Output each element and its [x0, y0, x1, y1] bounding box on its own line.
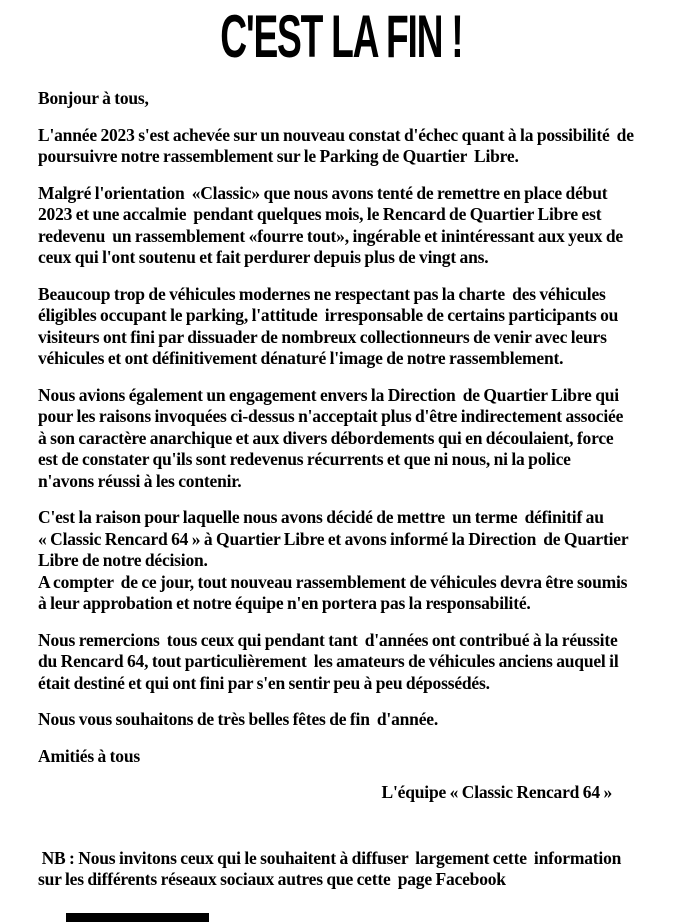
paragraph-7	[38, 709, 645, 731]
greeting	[38, 88, 645, 110]
text-line: C'est la raison pour laquelle nous avons décidé de mettre un terme définitif au	[38, 507, 604, 527]
text-line: Malgré l'orientation «Classic» que nous avons tenté de remettre en place début	[38, 182, 608, 203]
text-line: 2023 et une accalmie pendant quelques mois, le Rencard de Quartier Libre est	[38, 204, 602, 224]
greeting-line: Bonjour à tous,	[38, 88, 149, 108]
text-line: « Classic Rencard 64 » à Quartier Libre et avons informé la Direction de Quartier	[38, 528, 629, 549]
page-title-text: C'EST LA FIN !	[220, 3, 463, 70]
text-line: Nous remercions tous ceux qui pendant tant d'années ont contribué à la réussite	[38, 629, 618, 650]
text-line: redevenu un rassemblement «fourre tout», ingérable et inintéressant aux yeux de	[38, 225, 624, 246]
text-line: éligibles occupant le parking, l'attitude irresponsable de certains participants ou	[38, 305, 619, 325]
text-line: L'année 2023 s'est achevée sur un nouveau constat d'échec quant à la possibilité de	[38, 124, 634, 145]
text-line: est de constater qu'ils sont redevenus récurrents et que ni nous, ni la police	[38, 449, 571, 469]
paragraph-6	[38, 630, 645, 695]
letter-body	[38, 88, 645, 891]
paragraph-5	[38, 507, 645, 615]
text-line: ceux qui l'ont soutenu et fait perdurer depuis plus de vingt ans.	[38, 247, 489, 267]
text-line: Nous avions également un engagement envers la Direction de Quartier Libre qui	[38, 384, 619, 405]
text-line: sur les différents réseaux sociaux autres que cette page Facebook	[38, 869, 506, 889]
text-line: poursuivre notre rassemblement sur le Parking de Quartier Libre.	[38, 146, 519, 166]
text-line: Nous vous souhaitons de très belles fêtes de fin d'année.	[38, 709, 438, 729]
closing	[38, 746, 645, 768]
paragraph-2	[38, 183, 645, 269]
text-line: NB : Nous invitons ceux qui le souhaitent à diffuser largement cette information	[38, 847, 622, 868]
text-line: à leur approbation et notre équipe n'en portera pas la responsabilité.	[38, 593, 531, 613]
text-line: véhicules et ont définitivement dénaturé l'image de notre rassemblement.	[38, 348, 564, 368]
text-line: A compter de ce jour, tout nouveau rassemblement de véhicules devra être soumis	[38, 571, 628, 592]
signature-line: L'équipe « Classic Rencard 64 »	[381, 782, 612, 802]
text-line: pour les raisons invoquées ci-dessus n'acceptait plus d'être indirectement associée	[38, 406, 624, 426]
paragraph-4	[38, 385, 645, 493]
text-line: Beaucoup trop de véhicules modernes ne respectant pas la charte des véhicules	[38, 283, 606, 304]
page-title	[38, 3, 645, 70]
text-line: était destiné et qui ont fini par s'en sentir peu à peu dépossédés.	[38, 672, 490, 693]
text-line: du Rencard 64, tout particulièrement les amateurs de véhicules anciens auquel il	[38, 651, 619, 671]
text-line: à son caractère anarchique et aux divers débordements qui en découlaient, force	[38, 427, 614, 448]
paragraph-1	[38, 125, 645, 168]
signature	[38, 782, 645, 804]
text-line: Libre de notre décision.	[38, 550, 208, 570]
nb-note	[38, 848, 645, 891]
text-line: n'avons réussi à les contenir.	[38, 470, 242, 491]
bottom-bar	[66, 913, 209, 922]
closing-line: Amitiés à tous	[38, 745, 140, 766]
paragraph-3	[38, 284, 645, 370]
text-line: visiteurs ont fini par dissuader de nombreux collectionneurs de venir avec leurs	[38, 326, 607, 347]
